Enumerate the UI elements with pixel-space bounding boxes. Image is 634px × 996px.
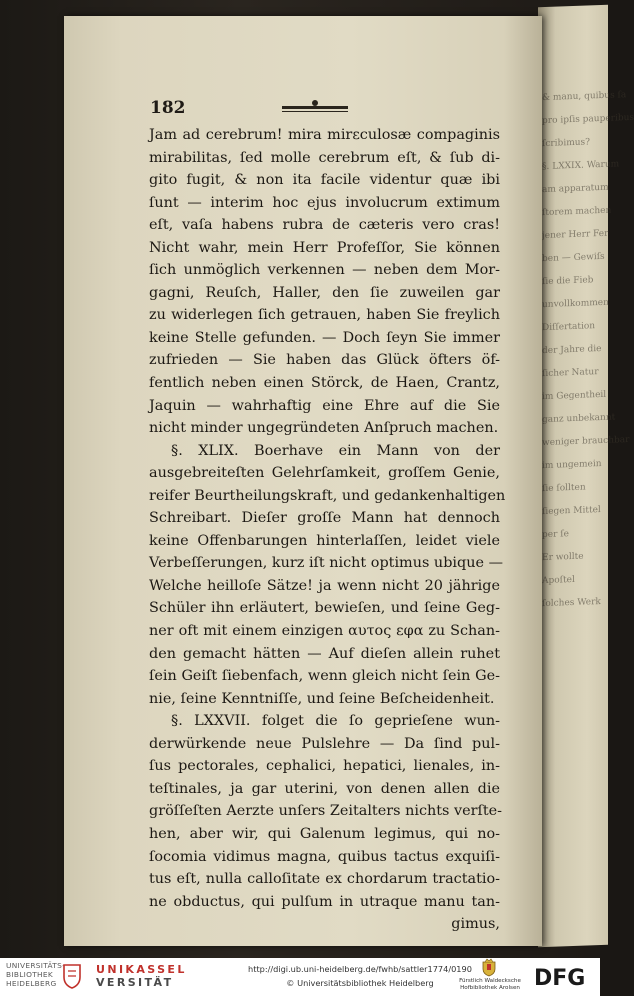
waldeck-logo-line: Fürstlich Waldecksche xyxy=(459,978,521,984)
dfg-logo-text: DFG xyxy=(534,966,586,991)
text-line: Schreibart. Dieſer groſſe Mann hat dennoch xyxy=(149,510,500,527)
copyright-notice: © Universitätsbibliothek Heidelberg xyxy=(286,978,434,988)
heidelberg-logo-line: UNIVERSITÄTS- xyxy=(6,961,66,970)
facing-page-line: pro ipſis pauperibus xyxy=(542,112,634,127)
facing-page-line: ſiegen Mittel xyxy=(542,505,601,518)
text-line: Welche heilloſe Sätze! ja wenn nicht 20 jährige xyxy=(149,577,500,594)
text-line: ner oft mit einem einzigen αυτος εφα zu Schan- xyxy=(149,623,500,640)
text-line: gröſſeſten Aerzte unſers Zeitalters nichts verſte- xyxy=(149,803,503,820)
text-line: hen, aber wir, qui Galenum legimus, qui no- xyxy=(149,825,500,842)
text-line: teſtinales, ja gar uterini, von denen allen die xyxy=(149,780,500,797)
facing-page-line: ſie die Fieb xyxy=(542,275,594,288)
facing-page-line: ſicher Natur xyxy=(542,367,599,380)
text-line: Jaquin — wahrhaftig eine Ehre auf die Sie xyxy=(149,397,500,414)
text-line: ſich unmöglich verkennen — neben dem Mor- xyxy=(149,262,500,279)
facing-page-line: ſtorem machen xyxy=(542,205,612,219)
header-ornament xyxy=(282,100,348,116)
facing-page-line: & manu, quibus ſa xyxy=(542,90,627,104)
waldeck-crest-icon xyxy=(482,959,496,977)
kassel-university-logo[interactable] xyxy=(96,963,216,989)
text-line: nie, ſeine Kenntniſſe, und ſeine Beſcheidenheit. xyxy=(149,690,495,707)
text-line: ſus pectorales, cephalici, hepatici, lienales, in- xyxy=(149,758,500,775)
text-line: ausgebreiteſten Gelehrſamkeit, groſſem Genie, xyxy=(149,465,500,482)
text-line: reifer Beurtheilungskraft, und gedankenhaltigen xyxy=(149,487,506,504)
text-line: zufrieden — Sie haben das Glück öfters öf- xyxy=(149,352,500,369)
facing-page-line: §. LXXIX. Warum xyxy=(542,159,620,173)
facing-page-line: am apparatum xyxy=(542,182,609,196)
heidelberg-seal-icon xyxy=(62,963,82,989)
facing-page-line: der Jahre die xyxy=(542,344,602,357)
text-line: nicht minder ungegründeten Anſpruch machen. xyxy=(149,420,499,437)
text-line: Schüler ihn erläutert, bewieſen, und ſeine Geg- xyxy=(149,600,500,617)
dfg-logo[interactable] xyxy=(532,961,596,991)
heidelberg-library-logo[interactable] xyxy=(6,961,66,988)
facing-page-line: per ſe xyxy=(542,529,569,541)
text-line: Verbeſſerungen, kurz iſt nicht optimus ubique — xyxy=(149,555,503,572)
facing-page-line: ganz unbekannt xyxy=(542,412,616,426)
text-line: gimus, xyxy=(451,916,500,933)
text-line: ſein Geiſt ſiebenfach, wenn gleich nicht ſein Ge- xyxy=(149,668,500,685)
facing-page-line: Er wollte xyxy=(542,551,584,564)
waldeck-library-logo[interactable] xyxy=(446,978,534,992)
facing-page-line: ſcribimus? xyxy=(542,137,590,150)
facing-page-line: ſolches Werk xyxy=(542,597,601,610)
text-line: tus eſt, nulla calloſitate ex chordarum tractatio- xyxy=(149,871,500,888)
facing-page xyxy=(538,5,634,947)
text-line: ſunt — interim hoc ejus involucrum extimum xyxy=(149,194,500,211)
text-line: fentlich neben einen Störck, de Haen, Crantz, xyxy=(149,375,500,392)
facing-page-line: ſie ſollten xyxy=(542,482,586,495)
facing-page-line: jener Herr Fer xyxy=(542,228,609,242)
text-line: eſt, vaſa habens rubra de cæteris vero cras! xyxy=(149,217,500,234)
text-line: gito fugit, & non ita facile videntur quæ ibi xyxy=(149,172,500,189)
text-line: §. LXXVII. folget die ſo geprieſene wun- xyxy=(171,713,500,730)
text-line: zu widerlegen ſich getrauen, haben Sie freylich xyxy=(149,307,500,324)
text-line: derwürkende neue Pulslehre — Da ſind pul- xyxy=(149,735,500,752)
text-line: keine Offenbarungen hinterlaſſen, leidet viele xyxy=(149,532,500,549)
source-url-link[interactable]: http://digi.ub.uni-heidelberg.de/fwhb/sattler1774/0190 xyxy=(248,964,472,974)
page-number: 182 xyxy=(150,98,186,118)
facing-page-line: im ungemein xyxy=(542,459,602,472)
heidelberg-logo-line: BIBLIOTHEK xyxy=(6,970,54,979)
facing-page-line: Apoſtel xyxy=(542,574,575,587)
text-line: ſocomia vidimus magna, quibus tactus exquiſi- xyxy=(149,848,500,865)
text-line: gagni, Reuſch, Haller, den ſie zuweilen gar xyxy=(149,284,500,301)
kassel-logo-line2: VERSITÄT xyxy=(96,976,174,989)
text-line: Jam ad cerebrum! mira mirεculosæ compaginis xyxy=(149,127,500,143)
text-line: §. XLIX. Boerhave ein Mann von der xyxy=(171,442,500,459)
facing-page-line: Diſſertation xyxy=(542,321,596,334)
text-line: Nicht wahr, mein Herr Profeſſor, Sie können xyxy=(149,239,500,256)
facing-page-line: ben — Gewiſs xyxy=(542,251,605,265)
waldeck-logo-line: Hofbibliothek Arolsen xyxy=(460,985,520,991)
facing-page-line: unvollkommen xyxy=(542,297,609,311)
text-line: keine Stelle gefunden. — Doch ſeyn Sie immer xyxy=(149,329,500,346)
facing-page-text xyxy=(542,85,634,616)
facing-page-line: weniger brauchbar xyxy=(542,435,630,449)
page-body-text xyxy=(149,124,506,936)
text-line: den gemacht hätten — Auf dieſen allein ruhet xyxy=(149,645,500,662)
text-line: ne obductus, qui pulſum in utraque manu tan- xyxy=(149,893,500,910)
kassel-logo-line1: UNIKASSEL xyxy=(96,963,187,976)
facing-page-line: im Gegentheil xyxy=(542,389,607,403)
heidelberg-logo-line: HEIDELBERG xyxy=(6,979,57,988)
footer-bar xyxy=(0,958,600,996)
text-line: mirabilitas, ſed molle cerebrum eſt, & ſub di- xyxy=(149,149,500,166)
